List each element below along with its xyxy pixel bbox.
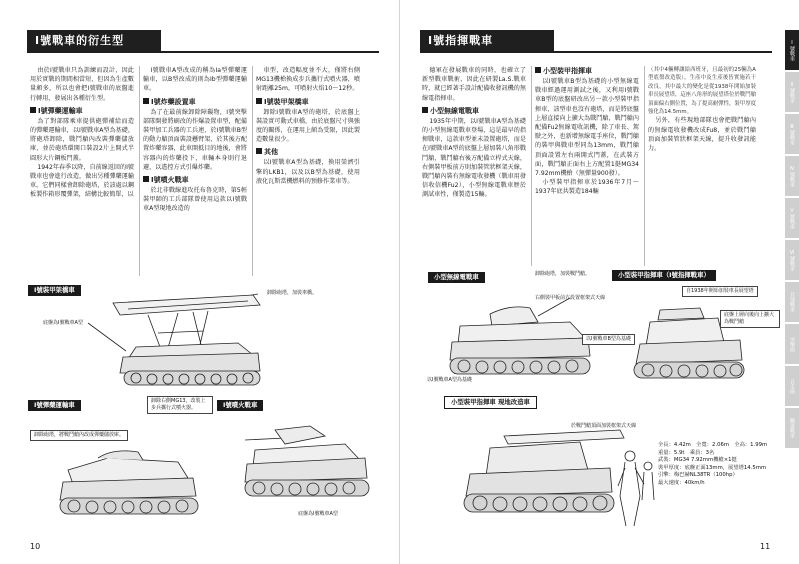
square-bullet-icon [30, 107, 36, 113]
right-column-3 [648, 66, 756, 153]
chapter-tab: Ⅳ號戰車 [785, 156, 799, 196]
spec-row: 全長：4.42m 全寬：2.06m 全高：1.99m [658, 442, 768, 448]
paragraph: 以Ⅰ號戰車B型為基礎的小型無線電戰車經過運用測試之後，又利用Ⅰ號戰車B型的底盤研改出另一款小型裝甲指揮車，該型車也沒有砲塔，而是將底盤上層直接向上擴大為戰鬥艙，戰鬥艙內配備Fu2無線電收訊機，除了車長、駕駛之外，也新增無線電手座位，戰鬥艙的裝甲與戰車型同為13mm，戰鬥艙頂面設置左右兩開式門蓋，在武裝方面，戰鬥艙正面右上方配置1挺MG34 7.92mm機槍（無彈量900發）。 [535, 78, 639, 178]
figure-callout: 底盤上層向後向上擴大為戰鬥艙 [720, 310, 780, 328]
specifications-table [658, 442, 782, 488]
paragraph: 另外，有些現地部隊也會把戰鬥艙內的無線電收發機改成Fu8，並於戰鬥艙頂面加裝管狀框架天線，提升收發訊能力。 [648, 117, 756, 153]
left-page [0, 0, 399, 564]
paragraph: 為了對部隊乘車提供砲彈補給而造的彈藥運輸車，以Ⅰ號戰車A型為基礎，將砲塔卸除，戰鬥艙內改裝彈藥儲放庫，並於砲塔環開口裝設2片上開式半圓形大片鋼板門蓋。 [30, 117, 134, 162]
figure-label: Ⅰ號噴火戰車 [217, 400, 263, 411]
chapter-tab: Ⅵ號戰車 [785, 240, 799, 280]
figure-callout: 卸除右側MG13，改裝上步兵攜行式噴火器。 [147, 396, 213, 414]
figure-label: 小型裝甲指揮車 現地改造車 [444, 396, 537, 409]
spec-row: 最大速度：40km/h [658, 479, 705, 486]
figure-callout: 底盤為Ⅰ號戰車A型 [298, 511, 338, 517]
paragraph: 小型裝甲指揮車於1936年7月～1937年底共製造184輛 [535, 179, 639, 196]
square-bullet-icon [422, 107, 428, 113]
figure-callout: 自1938年開始加裝車長展望塔 [682, 286, 758, 297]
paragraph: 於北非戰線進攻托布魯克時，第5輕裝甲師的工兵部隊曾使用這款以Ⅰ號戰車A型現地改造的 [143, 187, 247, 213]
square-bullet-icon [256, 148, 262, 154]
command-tank-figure [586, 268, 784, 398]
paragraph: 車型，改造幅度並不大，僅將右側MG13機槍換成步兵攜行式噴火器，噴射距離25m，可噴射火焰10～12秒。 [256, 67, 360, 93]
ammo-carrier-tank-drawing [28, 400, 218, 530]
right-column-2 [535, 66, 639, 197]
paragraph: 1942年春季以降，自前線返回的Ⅰ號戰車也會進行改造，做出另種彈藥運輸車。它們同樣會卸除砲塔，於該處以鋼板製作箱形覆彈架，結構比較簡單，以 [30, 163, 134, 199]
column-divider [644, 66, 645, 266]
figure-label: 小型裝甲指揮車（Ⅰ號指揮戰車） [612, 270, 716, 281]
chapter-tab: 自走砲 [785, 366, 799, 406]
page-number: 11 [760, 542, 771, 551]
right-title-rule [420, 51, 772, 53]
left-column-1 [30, 66, 134, 200]
column-divider [531, 66, 532, 266]
ammo-carrier-figure [28, 400, 218, 530]
chapter-index-tabs [785, 30, 799, 450]
figure-callout: 底盤為Ⅰ號戰車A型 [43, 320, 83, 326]
right-page-title: Ⅰ號指揮戰車 [420, 30, 554, 52]
paragraph: Ⅰ號戰車A型改成的稱為Ia型彈藥運輸車，以B型改成的則為Ib型彈藥運輸車。 [143, 67, 247, 93]
field-command-tank-drawing [420, 396, 660, 536]
square-bullet-icon [256, 98, 262, 104]
section-heading: 其他 [256, 147, 360, 157]
chapter-tab: 驅逐戰車 [785, 408, 799, 448]
figure-callout: 右側裝甲板前方設置框架式天線 [535, 295, 606, 301]
page-number: 10 [30, 542, 41, 551]
bridge-layer-tank-drawing [28, 285, 380, 397]
bridge-layer-figure [28, 285, 380, 397]
left-column-3 [256, 66, 360, 186]
figure-callout: 於戰鬥艙頂面加裝框架式天線 [571, 423, 637, 429]
figure-callout: 卸除砲塔，加裝戰鬥艙。 [535, 271, 591, 277]
section-heading: 小型裝甲指揮車 [535, 66, 639, 76]
spec-row: 裝甲厚度：底盤正面13mm，展望塔14.5mm [658, 464, 767, 471]
figure-callout: 以Ⅰ號戰車B型為基礎 [582, 334, 635, 345]
figure-callout: 卸除砲塔，將戰鬥艙內改成彈藥儲放庫。 [30, 430, 128, 441]
left-column-2 [143, 66, 247, 214]
radio-tank-figure [420, 268, 610, 398]
chapter-tab: Ⅱ號戰車 [785, 72, 799, 112]
figure-label: Ⅰ號裝甲架橋車 [28, 285, 81, 296]
paragraph: 以Ⅰ號戰車A型為基礎，換用榮濟引擎的LKB1，以及以B型為基礎，使用液化瓦斯當機燃料的預修作業車等。 [256, 159, 360, 185]
spec-row: 重量：5.9t 乘員：3名 [658, 449, 715, 456]
paragraph: 為了在最前線卸除障礙物，Ⅰ號突擊部隊開發將刷改的作爆設置車型，配備裝甲加工兵器的工兵連，於Ⅰ號戰車B型的動力艙頂面裝設懸臂架，於其後方配置炸藥容器，此車開抵目的地後，會將容器內的炸藥投下，車輛本身則行退避，以遙控方式引爆炸藥。 [143, 108, 247, 171]
section-heading: 小型無線電戰車 [422, 106, 526, 116]
section-heading: Ⅰ號彈藥運輸車 [30, 106, 134, 116]
left-title-rule [27, 51, 379, 53]
spec-row: 武裝：MG34 7.92mm機槍×1挺 [658, 457, 737, 464]
column-divider [252, 66, 253, 276]
figure-label: Ⅰ號彈藥運輸車 [28, 400, 81, 411]
paragraph: 德軍在發展戰車的同時，也確立了新型戰車戰術，因此在研製La.S.戰車時，就已經著手設計配備收發訊機的無線電指揮車。 [422, 67, 526, 102]
field-modified-command-tank-figure [420, 396, 660, 536]
section-heading: Ⅰ號噴火戰車 [143, 175, 247, 185]
square-bullet-icon [143, 98, 149, 104]
figure-callout: 以Ⅰ號戰車A型為基礎 [427, 377, 472, 383]
right-column-1 [422, 66, 526, 200]
figure-label: 小型無線電戰車 [428, 272, 485, 283]
intro-paragraph: 由於Ⅰ號戰車只為訓練而設計，因此用於實戰的期間相當短，但因為生產數量頗多，所以也會把Ⅰ號戰車的底盤進行轉用，發展出各種衍生型。 [30, 67, 134, 102]
chapter-tab: Ⅴ號戰車 [785, 198, 799, 238]
paragraph: 1935年中期，以Ⅰ號戰車A型為基礎的小型無線電戰車登場，這是最早的指揮戰車，這款車型並未設置砲塔，而是在Ⅰ號戰車A型的底盤上層加裝八角形戰鬥艙，戰鬥艙右後方配備立桿式天線，右側裝甲板前方則加裝管狀框架天線，戰鬥艙內裝有無線電收發機（戰車用發信收信機Fu2），小型無線電戰車歷於測試車性，僅製造15輛。 [422, 117, 526, 199]
spec-row: 引擎：梅巴赫NL38TR（100hp） [658, 472, 738, 479]
chapter-tab: 其他戰車 [785, 282, 799, 322]
column-divider [139, 66, 140, 276]
figure-callout: 卸除砲塔，加裝車橋。 [267, 290, 318, 296]
chapter-tab: Ⅲ號戰車 [785, 114, 799, 154]
square-bullet-icon [143, 176, 149, 182]
paragraph: 卸除Ⅰ號戰車A型的砲塔，於底盤上裝設實可動式車橋，由於底盤尺寸與強度的關係，在運用上頗為受限，因此製造數量很少。 [256, 108, 360, 144]
note-paragraph: （其中4輛轉讓給西班牙，且最初的25輛為A型底盤改造版），生產中及生產後皆實施若干改良，其中最大的變化是從1938年開始加裝車長展望塔，這座八角形的展望塔位於戰鬥艙頂面偏右側位置，為了提高耐彈性，裝甲厚度強化為14.5mm。 [648, 67, 756, 116]
section-heading: Ⅰ號炸藥設置車 [143, 97, 247, 107]
chapter-tab: 突擊砲 [785, 324, 799, 364]
flamethrower-tank-figure [151, 398, 383, 530]
section-heading: Ⅰ號裝甲架橋車 [256, 97, 360, 107]
left-page-title: Ⅰ號戰車的衍生型 [27, 30, 161, 52]
right-page [400, 0, 799, 564]
chapter-tab: Ⅰ號戰車 [785, 30, 799, 70]
square-bullet-icon [535, 67, 541, 73]
